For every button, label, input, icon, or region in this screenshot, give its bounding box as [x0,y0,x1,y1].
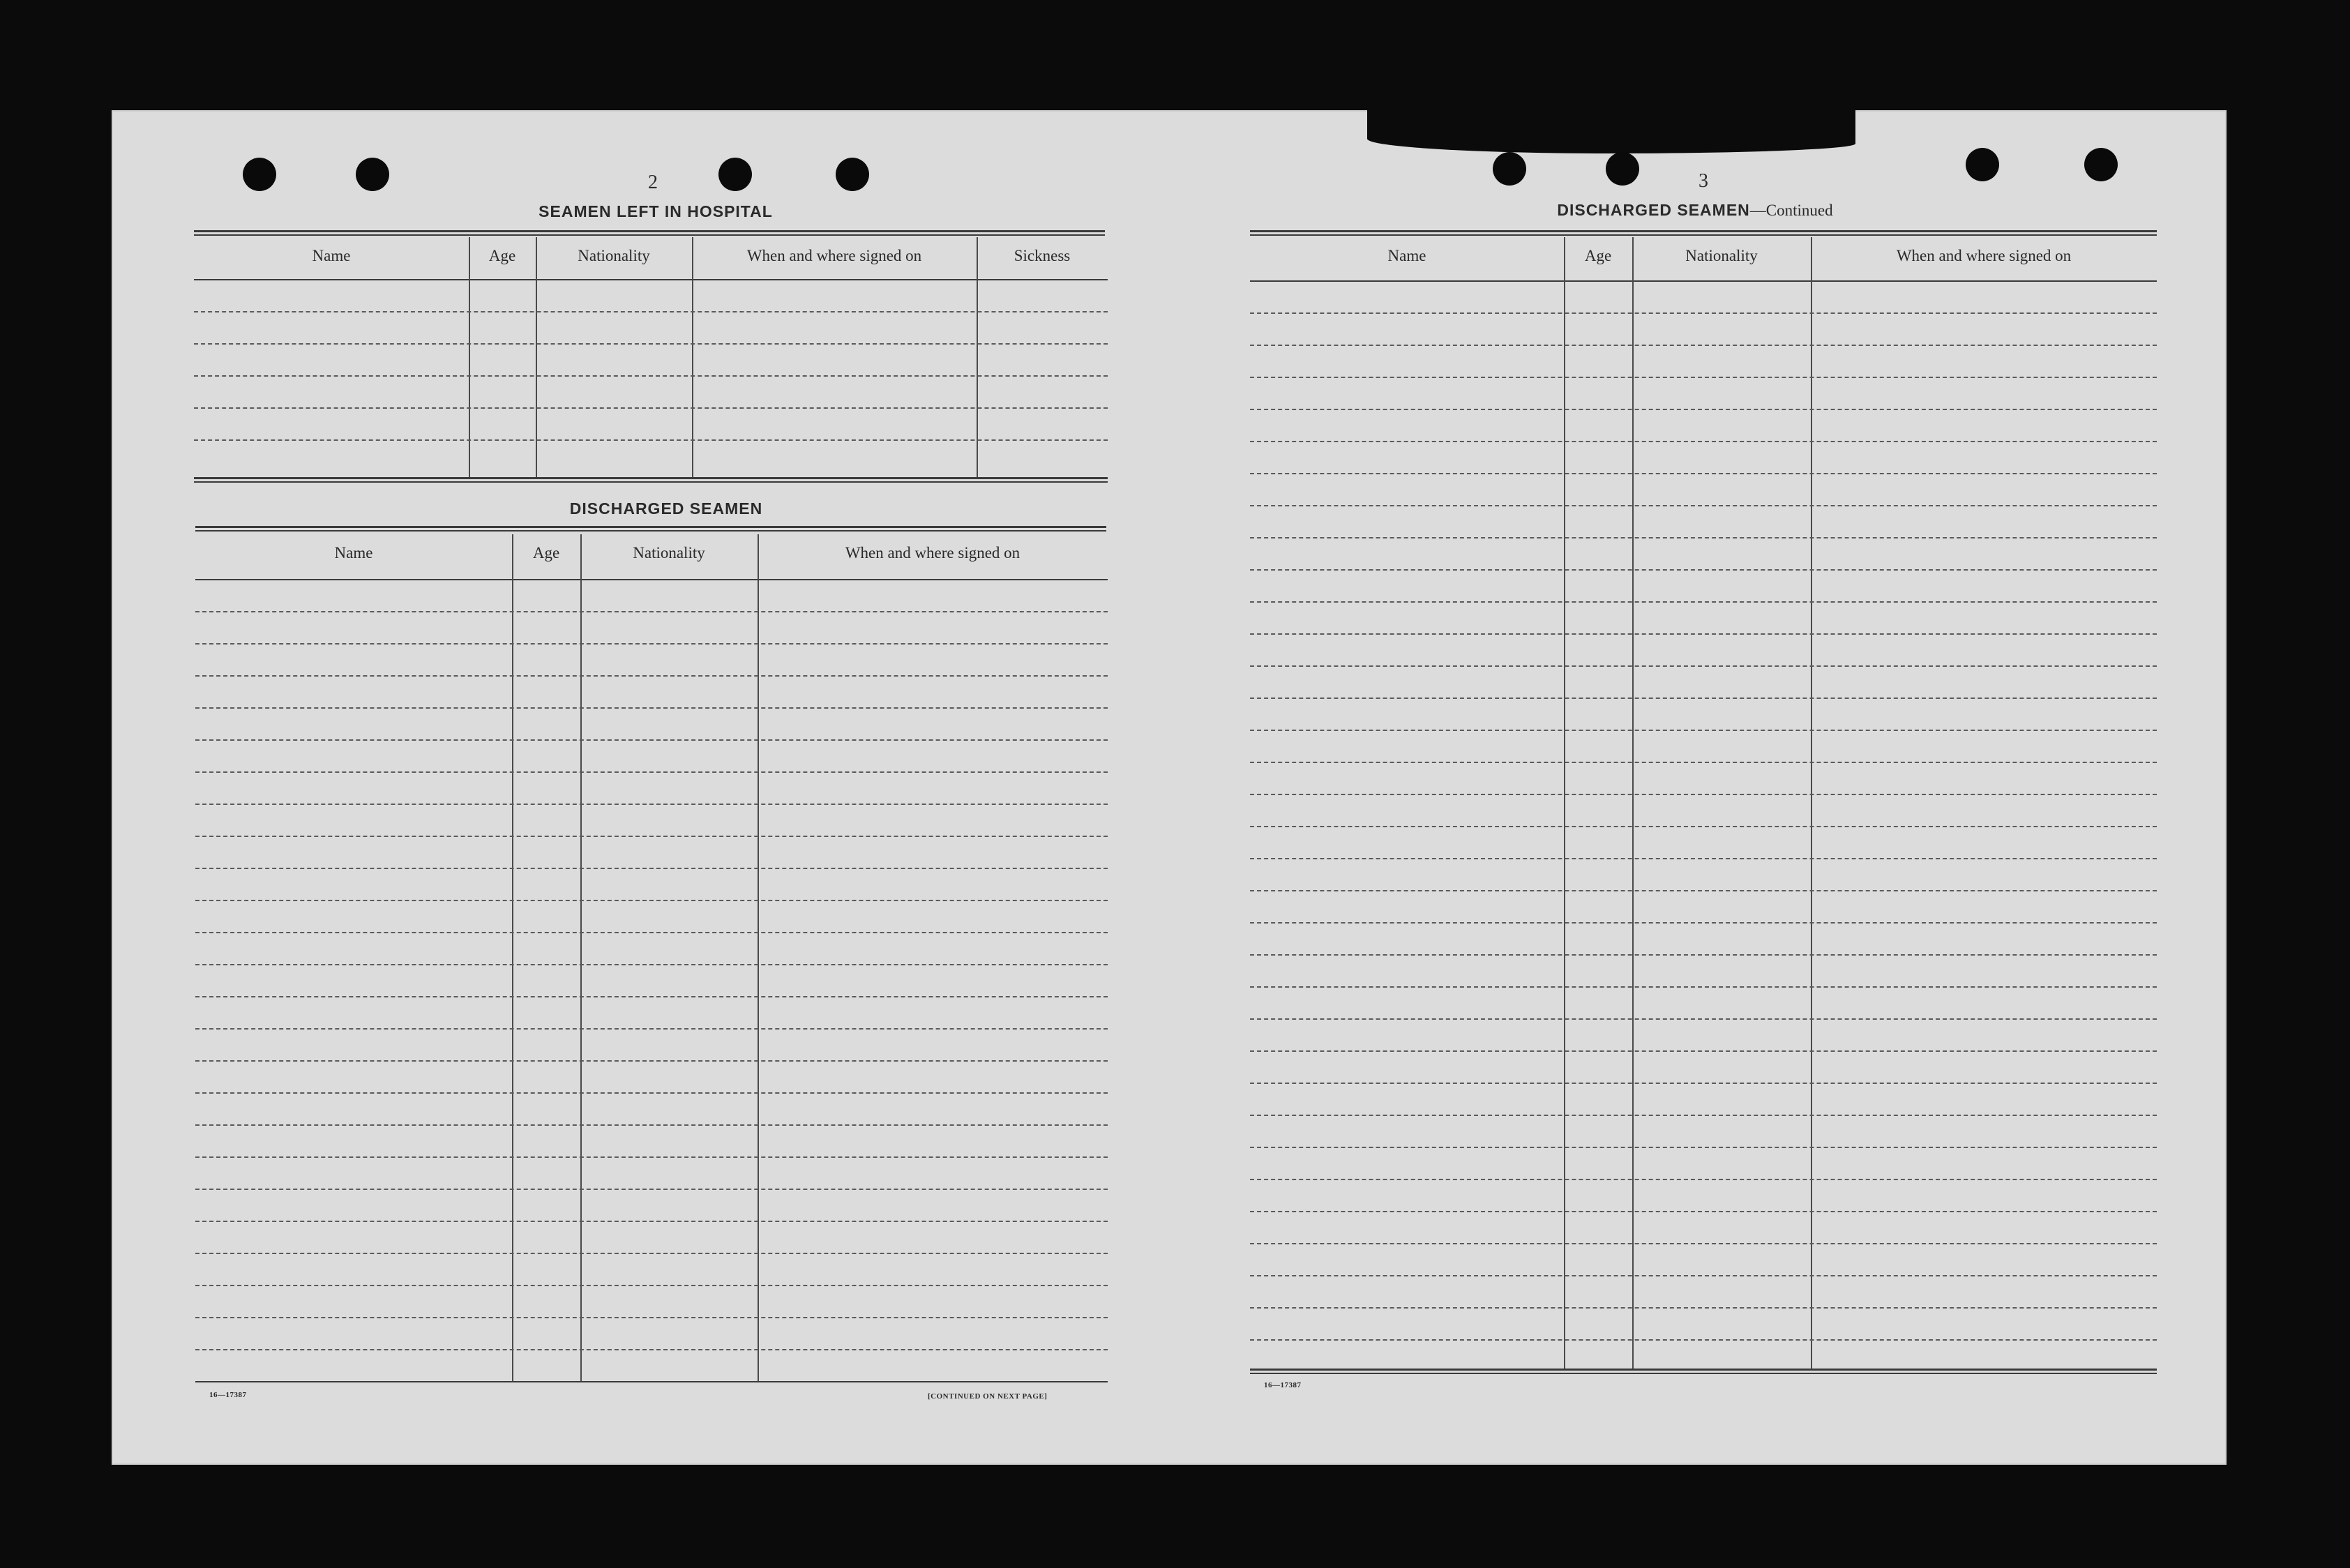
row-line [195,1189,1108,1190]
row-line [194,439,1108,441]
row-line [1250,858,2157,859]
row-line [1250,1179,2157,1180]
punch-hole [243,158,276,191]
row-line [1250,1275,2157,1276]
title-text: DISCHARGED SEAMEN [1557,201,1750,219]
punch-hole [1493,152,1526,186]
row-line [1250,537,2157,538]
row-line [1250,762,2157,763]
title-suffix: —Continued [1749,202,1833,219]
row-line [1250,441,2157,442]
row-line [195,1317,1108,1318]
row-line [194,311,1108,312]
row-line [195,1060,1108,1062]
row-line [1250,1211,2157,1212]
row-line [195,739,1108,741]
punch-hole [356,158,389,191]
column-header: Age [1584,247,1612,264]
row-line [195,868,1108,869]
row-line [1250,505,2157,506]
row-line [195,771,1108,773]
row-line [1250,890,2157,891]
punch-hole [1966,148,1999,181]
row-line [195,932,1108,933]
table-bottom-rule [194,477,1108,483]
torn-edge [1367,105,1855,153]
row-line [194,407,1108,409]
row-line [1250,377,2157,378]
title-rule [194,230,1105,236]
column-header: Nationality [1685,247,1758,264]
continued-note: [CONTINUED ON NEXT PAGE] [928,1392,1048,1401]
row-line [195,836,1108,837]
row-line [1250,1307,2157,1309]
column-header: When and where signed on [845,544,1020,561]
row-line [1250,1083,2157,1084]
row-line [195,1349,1108,1350]
column-header: Name [334,544,373,561]
column-divider [1811,237,1812,1369]
row-line [1250,601,2157,603]
row-line [194,343,1108,345]
row-line [1250,1018,2157,1020]
column-header: Age [488,247,516,264]
row-line [1250,730,2157,731]
punch-hole [836,158,869,191]
form-number: 16—17387 [1264,1381,1302,1389]
table-bottom-rule [1250,1369,2157,1374]
row-line [1250,1243,2157,1244]
row-line [195,675,1108,677]
column-header: Nationality [633,544,705,561]
form-number: 16—17387 [209,1391,247,1399]
row-line [195,611,1108,612]
header-rule [1250,280,2157,282]
discharged-section-title: DISCHARGED SEAMEN [569,499,763,518]
row-line [195,964,1108,965]
row-line [1250,1339,2157,1341]
row-line [1250,345,2157,346]
punch-hole [718,158,752,191]
column-header: Nationality [578,247,650,264]
row-line [195,1028,1108,1030]
column-divider [1632,237,1634,1369]
row-line [1250,633,2157,635]
row-line [195,996,1108,997]
row-line [195,1253,1108,1254]
column-header: Name [312,247,351,264]
row-line [1250,665,2157,667]
column-header: When and where signed on [746,247,922,264]
column-header: Sickness [1014,247,1071,264]
column-header: Name [1387,247,1426,264]
punch-hole [1606,152,1639,186]
row-line [195,1124,1108,1126]
row-line [1250,954,2157,956]
row-line [195,1285,1108,1286]
row-line [194,375,1108,377]
column-divider [469,237,470,477]
row-line [195,804,1108,805]
row-line [195,900,1108,901]
row-line [1250,794,2157,795]
column-header: Age [532,544,560,561]
row-line [1250,569,2157,571]
row-line [195,1156,1108,1158]
row-line [1250,473,2157,474]
title-rule [195,526,1106,532]
row-line [195,1092,1108,1094]
page-number: 3 [1699,170,1708,192]
header-rule [194,279,1108,280]
row-line [1250,826,2157,827]
column-divider [536,237,537,477]
row-line [1250,986,2157,988]
table-bottom-rule [195,1381,1108,1382]
header-rule [195,579,1108,580]
row-line [195,643,1108,644]
row-line [1250,312,2157,314]
row-line [1250,1050,2157,1052]
column-divider [977,237,978,477]
row-line [1250,698,2157,699]
discharged-continued-title [1479,201,1911,220]
column-divider [1564,237,1565,1369]
row-line [195,707,1108,709]
row-line [1250,1115,2157,1116]
row-line [1250,1147,2157,1148]
row-line [1250,922,2157,924]
column-divider [692,237,693,477]
row-line [195,1221,1108,1222]
title-rule [1250,230,2157,236]
hospital-section-title: SEAMEN LEFT IN HOSPITAL [538,202,773,220]
row-line [1250,409,2157,410]
punch-hole [2084,148,2118,181]
column-header: When and where signed on [1896,247,2072,264]
page-number: 2 [648,172,658,193]
